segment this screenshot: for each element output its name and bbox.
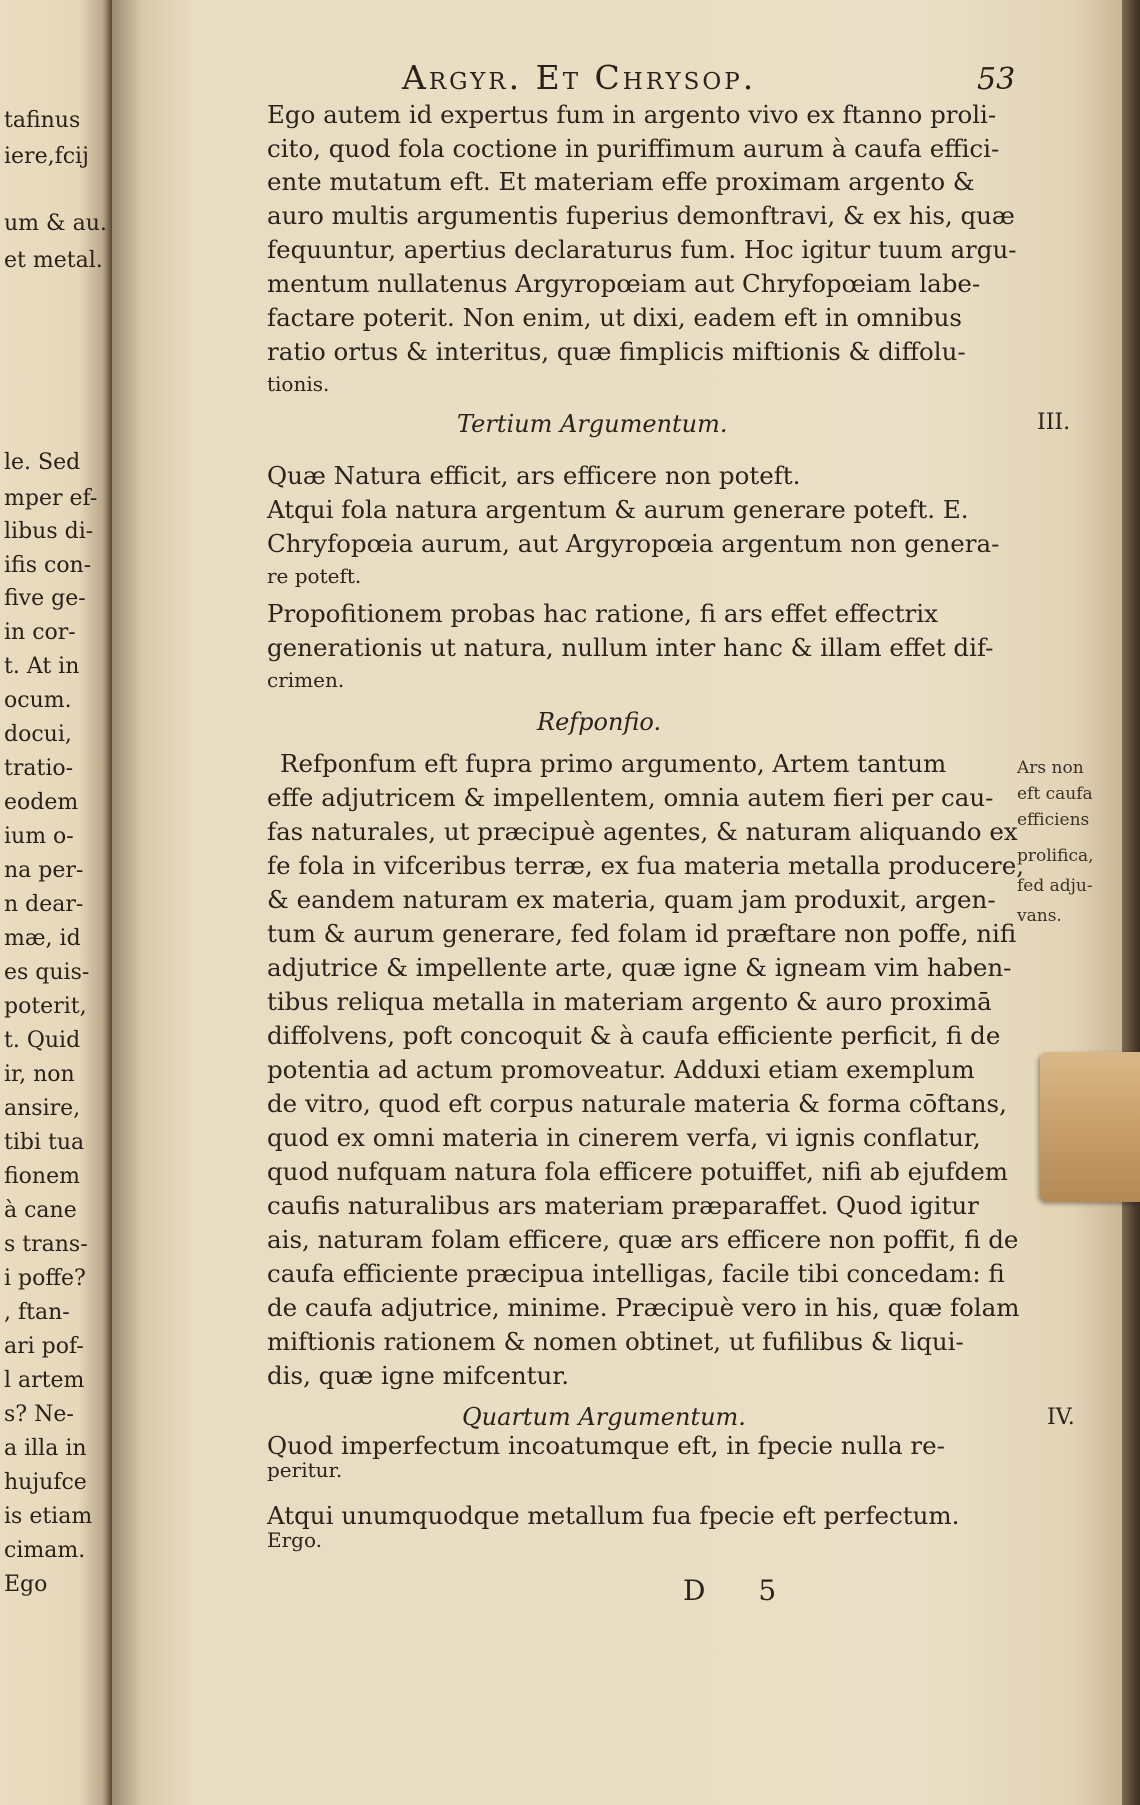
text-line: fequuntur, apertius declaraturus fum. Hoc igitur tuum argu- bbox=[267, 235, 1017, 264]
text-line: generationis ut natura, nullum inter hanc & illam effet dif- bbox=[267, 633, 994, 662]
text-line: peritur. bbox=[267, 1458, 343, 1482]
left-page-line: um & au. bbox=[4, 211, 107, 236]
text-line: re poteft. bbox=[267, 564, 362, 588]
margin-note: Ars non bbox=[1017, 758, 1084, 778]
text-line: fas naturales, ut præcipuè agentes, & naturam aliquando ex bbox=[267, 817, 1018, 846]
text-line: Quæ Natura efficit, ars efficere non poteft. bbox=[267, 461, 801, 490]
right-page bbox=[112, 0, 1122, 1805]
text-line: caufis naturalibus ars materiam præparaffet. Quod igitur bbox=[267, 1191, 979, 1220]
text-line: caufa efficiente præcipua intelligas, facile tibi concedam: fi bbox=[267, 1259, 1005, 1288]
text-line: mentum nullatenus Argyropœiam aut Chryfopœiam labe- bbox=[267, 269, 981, 298]
text-line: adjutrice & impellente arte, quæ igne & igneam vim haben- bbox=[267, 953, 1012, 982]
margin-note: vans. bbox=[1017, 906, 1062, 926]
text-line: auro multis argumentis fuperius demonftravi, & ex his, quæ bbox=[267, 201, 1015, 230]
text-line: Atqui unumquodque metallum fua fpecie eft perfectum. bbox=[267, 1501, 960, 1530]
text-line: effe adjutricem & impellentem, omnia autem fieri per cau- bbox=[267, 783, 994, 812]
left-page-line: ansire, bbox=[4, 1096, 81, 1121]
text-line: tum & aurum generare, fed folam id præftare non poffe, nifi bbox=[267, 919, 1017, 948]
section-heading: Quartum Argumentum. bbox=[462, 1403, 746, 1431]
text-line: tionis. bbox=[267, 372, 330, 396]
left-page-line: n dear- bbox=[4, 892, 84, 917]
text-line: Atqui fola natura argentum & aurum generare poteft. E. bbox=[267, 495, 969, 524]
section-number: IV. bbox=[1047, 1405, 1075, 1430]
left-page-line: five ge- bbox=[4, 586, 86, 611]
left-page-line: tratio- bbox=[4, 756, 74, 781]
left-page-line: ifis con- bbox=[4, 553, 92, 578]
left-page-line: l artem bbox=[4, 1368, 85, 1393]
text-line: de vitro, quod eft corpus naturale materia & forma cōftans, bbox=[267, 1089, 1007, 1118]
signature-mark: D 5 bbox=[683, 1574, 799, 1607]
text-line: potentia ad actum promoveatur. Adduxi etiam exemplum bbox=[267, 1055, 975, 1084]
left-page-line: mper ef- bbox=[4, 486, 98, 511]
left-page-line: et metal. bbox=[4, 248, 103, 273]
text-line: dis, quæ igne mifcentur. bbox=[267, 1361, 570, 1390]
left-page-line: ocum. bbox=[4, 688, 72, 713]
left-page-line: mæ, id bbox=[4, 926, 81, 951]
page-number: 53 bbox=[977, 62, 1016, 97]
bookmark-tab bbox=[1040, 1052, 1140, 1202]
left-page-line: eodem bbox=[4, 790, 79, 815]
left-page-line: s trans- bbox=[4, 1232, 88, 1257]
text-line: ratio ortus & interitus, quæ fimplicis miftionis & diffolu- bbox=[267, 337, 966, 366]
left-page-line: cimam. bbox=[4, 1538, 86, 1563]
text-line: & eandem naturam ex materia, quam jam produxit, argen- bbox=[267, 885, 996, 914]
left-page-line: le. Sed bbox=[4, 450, 81, 475]
left-page-line: t. Quid bbox=[4, 1028, 81, 1053]
left-page-line: poterit, bbox=[4, 994, 87, 1019]
left-page-line: in cor- bbox=[4, 620, 76, 645]
text-line: quod ex omni materia in cinerem verfa, vi ignis conflatur, bbox=[267, 1123, 981, 1152]
margin-note: eft caufa bbox=[1017, 784, 1093, 804]
left-page-line: a illa in bbox=[4, 1436, 87, 1461]
left-page-line: , ftan- bbox=[4, 1300, 70, 1325]
text-line: quod nufquam natura fola efficere potuiffet, nifi ab ejufdem bbox=[267, 1157, 1008, 1186]
text-line: factare poterit. Non enim, ut dixi, eadem eft in omnibus bbox=[267, 303, 962, 332]
text-line: fe fola in vifceribus terræ, ex fua materia metalla producere, bbox=[267, 851, 1025, 880]
text-line: ente mutatum eft. Et materiam effe proximam argento & bbox=[267, 167, 975, 196]
left-page-line: t. At in bbox=[4, 654, 80, 679]
text-line: ais, naturam folam efficere, quæ ars efficere non poffit, fi de bbox=[267, 1225, 1019, 1254]
left-page-line: libus di- bbox=[4, 519, 94, 544]
left-page-line: iere,fcij bbox=[4, 144, 89, 169]
text-line: miftionis rationem & nomen obtinet, ut fufilibus & liqui- bbox=[267, 1327, 964, 1356]
text-line: Quod imperfectum incoatumque eft, in fpecie nulla re- bbox=[267, 1431, 945, 1460]
left-page-line: ium o- bbox=[4, 824, 74, 849]
text-line: Chryfopœia aurum, aut Argyropœia argentum non genera- bbox=[267, 529, 1000, 558]
left-page-line: is etiam bbox=[4, 1504, 93, 1529]
section-heading: Refponfio. bbox=[537, 708, 662, 736]
text-line: diffolvens, poft concoquit & à caufa efficiente perficit, fi de bbox=[267, 1021, 1001, 1050]
left-page-line: s? Ne- bbox=[4, 1402, 74, 1427]
text-line: crimen. bbox=[267, 668, 345, 692]
left-page-line: na per- bbox=[4, 858, 84, 883]
left-page-line: Ego bbox=[4, 1572, 48, 1597]
left-page-line: ir, non bbox=[4, 1062, 75, 1087]
left-page-line: à cane bbox=[4, 1198, 77, 1223]
text-line: Refponfum eft fupra primo argumento, Artem tantum bbox=[280, 749, 947, 778]
margin-note: prolifica, bbox=[1017, 846, 1094, 866]
section-number: III. bbox=[1037, 410, 1071, 435]
left-page-line: tibi tua bbox=[4, 1130, 85, 1155]
margin-note: efficiens bbox=[1017, 810, 1090, 830]
left-page-line: fionem bbox=[4, 1164, 80, 1189]
left-page-line: es quis- bbox=[4, 960, 90, 985]
text-line: Ergo. bbox=[267, 1528, 323, 1552]
text-line: de caufa adjutrice, minime. Præcipuè vero in his, quæ folam bbox=[267, 1293, 1020, 1322]
page-edge bbox=[1122, 0, 1140, 1805]
left-page-line: ari pof- bbox=[4, 1334, 84, 1359]
left-page-line: tafinus bbox=[4, 108, 81, 133]
margin-note: fed adju- bbox=[1017, 876, 1093, 896]
left-page-line: docui, bbox=[4, 722, 72, 747]
text-line: tibus reliqua metalla in materiam argento & auro proximā bbox=[267, 987, 992, 1016]
section-heading: Tertium Argumentum. bbox=[457, 410, 728, 438]
running-header: Argyr. Et Chrysop. bbox=[402, 58, 757, 97]
text-line: Ego autem id expertus fum in argento vivo ex ftanno proli- bbox=[267, 100, 997, 129]
text-line: Propofitionem probas hac ratione, fi ars effet effectrix bbox=[267, 599, 938, 628]
left-page-line: hujufce bbox=[4, 1470, 87, 1495]
text-line: cito, quod fola coctione in puriffimum aurum à caufa effici- bbox=[267, 134, 1000, 163]
left-page bbox=[0, 0, 112, 1805]
left-page-line: i poffe? bbox=[4, 1266, 86, 1291]
